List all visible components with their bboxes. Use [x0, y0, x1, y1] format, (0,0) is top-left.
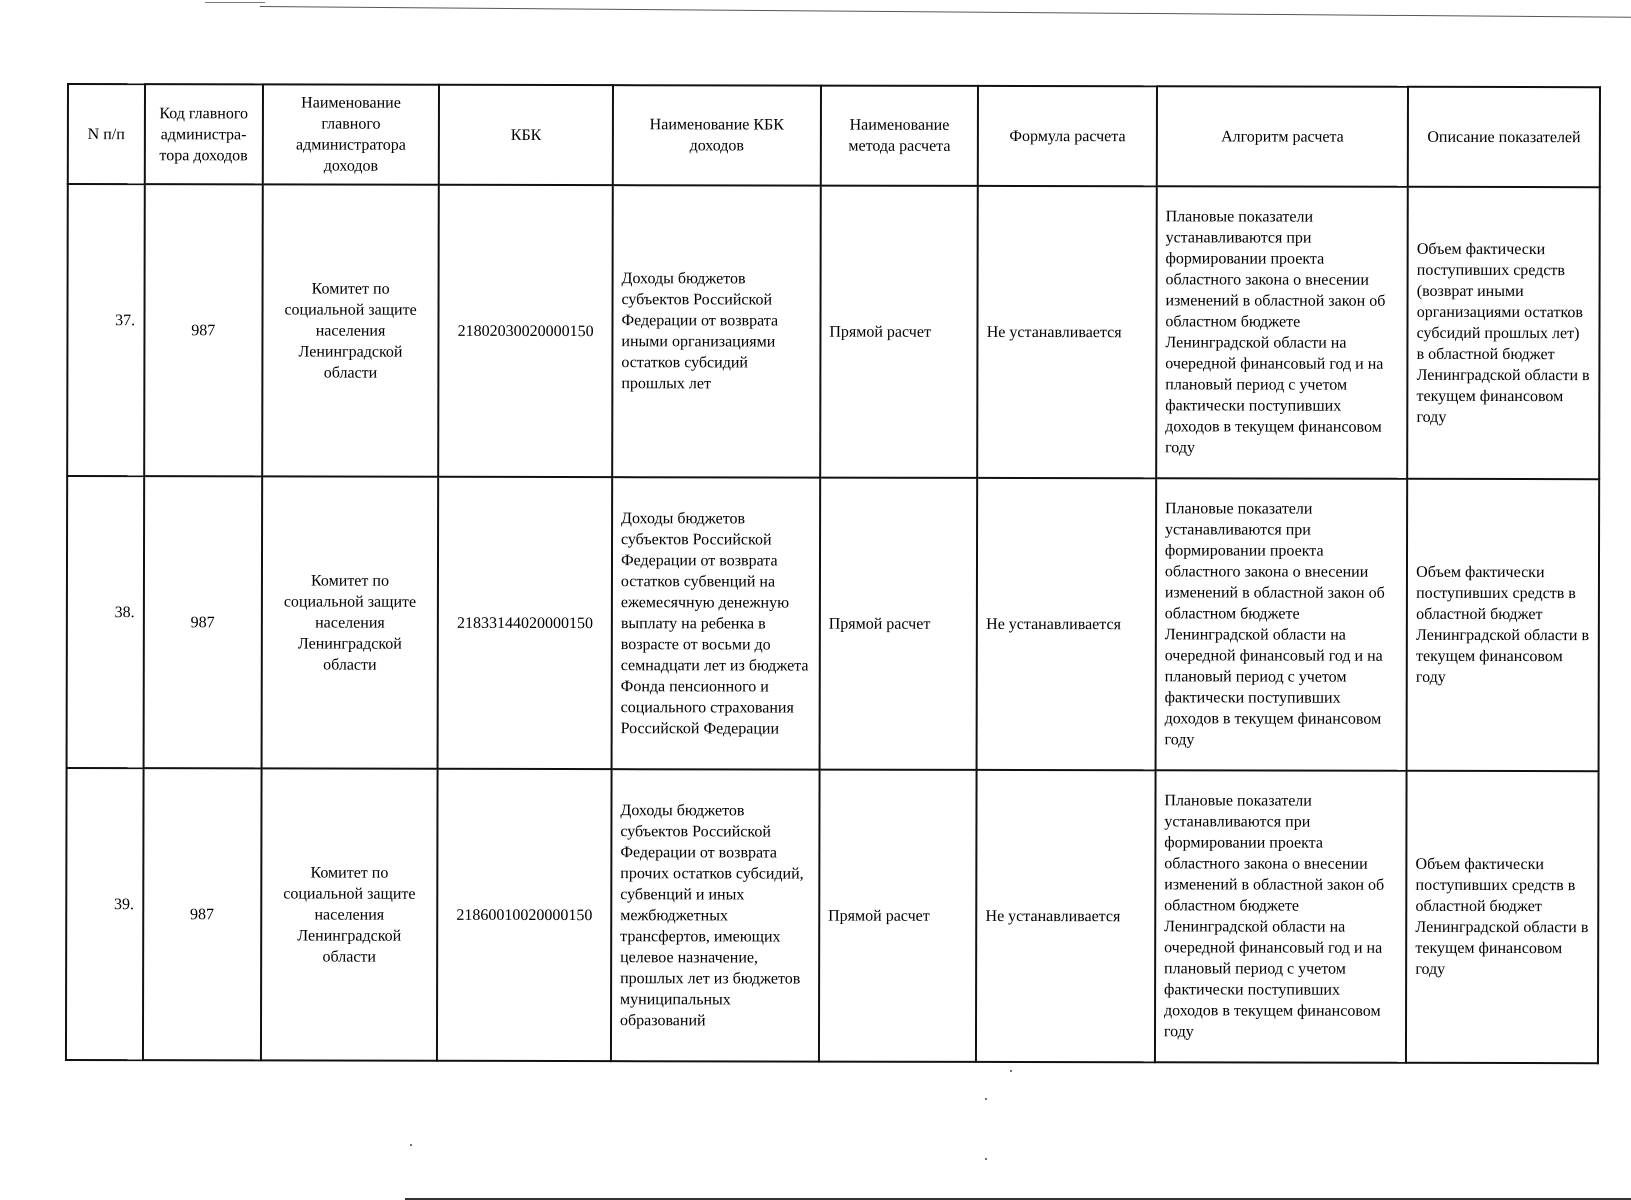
scan-artifact-dot [1010, 1070, 1012, 1072]
header-description: Описание показателей [1408, 87, 1600, 187]
cell-formula: Не устанавливается [977, 478, 1156, 770]
cell-algorithm: Плановые показатели устанавливаются при формировании проекта областного закона о внесении изменений в областной закон об областном бюджете Ленинградской области на очередной финансовый год и на плановый период с учетом фактически поступивших доходов в текущем финансовом году [1155, 478, 1407, 771]
header-admin-code: Код главного администра-тора доходов [144, 84, 262, 184]
scan-artifact-dot [985, 1158, 987, 1160]
cell-kbk: 21860010020000150 [437, 769, 611, 1061]
header-num: N п/п [68, 84, 145, 184]
table-row [66, 768, 1599, 1063]
cell-kbk-name: Доходы бюджетов субъектов Российской Федерации от возврата прочих остатков субсидий, субвенций и иных межбюджетных трансфертов, имеющих целевое назначение, прошлых лет из бюджетов муниципальных образований [611, 769, 820, 1061]
cell-admin-code: 987 [143, 476, 262, 768]
cell-method: Прямой расчет [819, 478, 977, 770]
cell-kbk-name: Доходы бюджетов субъектов Российской Федерации от возврата остатков субвенций на ежемесячную денежную выплату на ребенка в возрасте от восьми до семнадцати лет из бюджета Фонда пенсионного и социального страхования Российской Федерации [612, 477, 821, 769]
cell-num: 39. [66, 768, 143, 1060]
cell-formula: Не устанавливается [976, 770, 1155, 1062]
cell-num: 38. [67, 476, 144, 768]
cell-description: Объем фактически поступивших средств в областной бюджет Ленинградской области в текущем финансовом году [1407, 479, 1599, 771]
table-header-row [68, 84, 1600, 187]
scan-artifact-line [205, 2, 265, 3]
cell-algorithm: Плановые показатели устанавливаются при формировании проекта областного закона о внесении изменений в областной закон об областном бюджете Ленинградской области на очередной финансовый год и на плановый период с учетом фактически поступивших доходов в текущем финансовом году [1155, 770, 1407, 1063]
cell-method: Прямой расчет [819, 770, 977, 1062]
header-kbk-name: Наименование КБК доходов [613, 85, 821, 185]
cell-admin-name: Комитет по социальной защите населения Ленинградской области [261, 768, 438, 1060]
revenue-methodology-table [65, 83, 1601, 1064]
table-row [67, 476, 1600, 771]
header-kbk: КБК [439, 85, 613, 185]
cell-kbk: 21802030020000150 [439, 185, 613, 477]
scan-artifact-dot [410, 1144, 412, 1146]
cell-description: Объем фактически поступивших средств (возврат иными организациями остатков субсидий прошлых лет) в областной бюджет Ленинградской области в текущем финансовом году [1407, 187, 1599, 479]
header-formula: Формула расчета [978, 86, 1157, 186]
header-algorithm: Алгоритм расчета [1157, 86, 1408, 187]
header-admin-name: Наименование главного администратора доходов [263, 84, 440, 184]
cell-admin-name: Комитет по социальной защите населения Ленинградской области [261, 476, 438, 768]
cell-method: Прямой расчет [820, 186, 978, 478]
table-row [67, 184, 1600, 479]
header-method: Наименование метода расчета [821, 86, 979, 186]
scan-artifact-line [260, 6, 1631, 18]
cell-kbk-name: Доходы бюджетов субъектов Российской Федерации от возврата иными организациями остатков субсидий прошлых лет [612, 185, 821, 477]
cell-admin-name: Комитет по социальной защите населения Ленинградской области [262, 184, 439, 476]
cell-description: Объем фактически поступивших средств в областной бюджет Ленинградской области в текущем финансовом году [1406, 771, 1598, 1063]
cell-formula: Не устанавливается [977, 186, 1156, 478]
scan-artifact-dot [985, 1098, 987, 1100]
cell-num: 37. [67, 184, 144, 476]
cell-algorithm: Плановые показатели устанавливаются при формировании проекта областного закона о внесении изменений в областной закон об областном бюджете Ленинградской области на очередной финансовый год и на плановый период с учетом фактически поступивших доходов в текущем финансовом году [1156, 186, 1408, 479]
cell-admin-code: 987 [143, 768, 262, 1060]
cell-admin-code: 987 [144, 184, 263, 476]
cell-kbk: 21833144020000150 [438, 477, 612, 769]
